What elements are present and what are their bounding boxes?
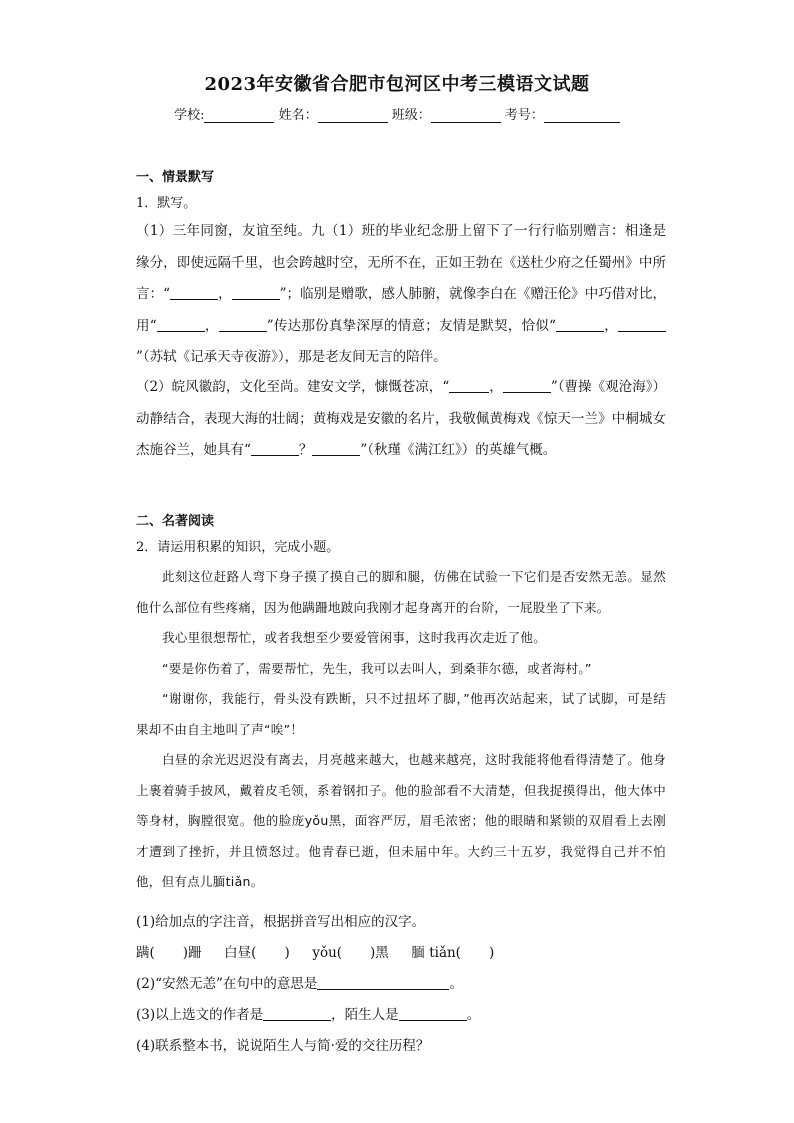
q1p1-text-a: （1）三年同窗，友谊至纯。九（1）班的毕业纪念册上留下了一行行临别赠言：相逢是缘分，即使远隔千里，也会跨越时空，无所不在，正如王勃在《送杜少府之任蜀州》中所言：“	[136, 223, 666, 302]
excerpt-paragraph: 此刻这位赶路人弯下身子摸了摸自己的脚和腿，仿佛在试验一下它们是否安然无恙。显然他什么部位有些疼痛，因为他蹒跚地跛向我刚才起身离开的台阶，一屁股坐了下来。	[136, 569, 666, 615]
answer-blank[interactable]	[219, 316, 267, 332]
answer-blank[interactable]	[618, 316, 666, 332]
sub-question-3-text: ，陌生人是	[331, 1007, 399, 1023]
q1p1-text-c: ”传达那份真挚深厚的情意；友情是默契，恰似“	[266, 317, 556, 334]
sub-question-2-text: (2)“安然无恙”在句中的意思是	[136, 976, 318, 992]
school-label: 学校:	[174, 108, 205, 123]
answer-blank[interactable]	[170, 284, 218, 300]
section-heading-dictation: 一、情景默写	[136, 170, 215, 185]
excerpt-paragraph: 我心里很想帮忙，或者我想至少要爱管闲事，这时我再次走近了他。	[162, 630, 547, 645]
comma: ，	[204, 317, 219, 334]
answer-blank[interactable]	[503, 377, 551, 393]
comma: ，	[218, 286, 232, 302]
answer-blank[interactable]	[556, 316, 604, 332]
period: 。	[466, 1007, 481, 1023]
comma: ，	[489, 379, 503, 395]
question-1-part-2	[136, 372, 666, 467]
excerpt-paragraph: “谢谢你，我能行，骨头没有跌断，只不过扭坏了脚，”他再次站起来，试了试脚，可是结果却不由自主地叫了声“唉”！	[136, 691, 666, 737]
answer-blank[interactable]	[449, 377, 489, 393]
char-item-tail: )黑	[370, 945, 389, 961]
answer-blank[interactable]	[317, 975, 449, 990]
q1p2-text-a: （2）皖风徽韵，文化至尚。建安文学，慷慨苍凉，“	[136, 379, 450, 395]
char-item-tail: )	[284, 945, 290, 961]
pinyin-item: yǒu(	[312, 945, 343, 961]
char-item: 白昼(	[224, 945, 257, 961]
q1p1-text-d: ”（苏轼《记承天寺夜游》），那是老友间无言的陪伴。	[136, 349, 447, 365]
comma: ，	[603, 317, 619, 334]
class-label: 班级：	[391, 108, 431, 123]
char-item: 蹒	[136, 945, 150, 961]
school-field[interactable]	[204, 108, 274, 123]
sub-question-3	[136, 1003, 480, 1023]
answer-blank[interactable]	[263, 1006, 331, 1021]
question-2-label: 2．请运用积累的知识，完成小题。	[136, 540, 340, 555]
name-field[interactable]	[318, 108, 388, 123]
answer-blank[interactable]	[251, 440, 299, 456]
question-1-part-1	[136, 216, 666, 374]
exam-number-field[interactable]	[544, 108, 620, 123]
excerpt-paragraph: 白昼的余光迟迟没有离去，月亮越来越大，也越来越亮，这时我能将他看得清楚了。他身上裹着骑手披风，戴着皮毛领，系着钢扣子。他的脸部看不大清楚，但我捉摸得出，他大体中等身材，胸膛很宽。他的脸庞yǒu黑，面容严厉，眉毛浓密；他的眼睛和紧锁的双眉看上去刚才遭到了挫折，并且愤怒过。他青春已逝，但未届中年。大约三十五岁，我觉得自己并不怕他，但有点儿腼tiǎn。	[136, 752, 666, 889]
q1p1-text-b: ”；临别是赠歌，感人肺腑，就像李白在《赠汪伦》中巧借对比，用“	[136, 286, 666, 334]
exam-number-label: 考号：	[504, 108, 544, 123]
q1p2-text-b: ”（曹操《观沧海》）动静结合，表现大海的壮阔；黄梅戏是安徽的名片，我敬佩黄梅戏《惊天一兰》中桐城女杰施谷兰，她具有“	[136, 379, 667, 458]
sub-question-3-text: (3)以上选文的作者是	[136, 1007, 264, 1023]
answer-blank[interactable]	[157, 316, 205, 332]
sub-question-1-items: 蹒( )跚 白昼( ) yǒu( )黑 腼 tiǎn( )	[136, 945, 495, 961]
question-mark: ？	[298, 442, 313, 458]
reading-excerpt	[136, 562, 666, 898]
section-heading-classics-reading: 二、名著阅读	[136, 514, 215, 529]
class-field[interactable]	[431, 108, 501, 123]
pinyin-item: 腼 tiǎn(	[411, 945, 461, 961]
excerpt-paragraph: “要是你伤着了，需要帮忙，先生，我可以去叫人，到桑菲尔德，或者海村。”	[162, 660, 592, 676]
answer-blank[interactable]	[399, 1006, 467, 1021]
sub-question-2	[136, 972, 463, 992]
char-item-tail: )	[488, 945, 495, 961]
sub-question-4: (4)联系整本书，说说陌生人与简·爱的交往历程？	[136, 1038, 430, 1054]
answer-blank[interactable]	[232, 284, 280, 300]
page-title: 2023年安徽省合肥市包河区中考三模语文试题	[204, 74, 590, 95]
question-1-label: 1．默写。	[136, 196, 197, 211]
name-label: 姓名：	[278, 108, 318, 123]
q1p2-text-c: ”（秋瑾《满江红》）的英雄气概。	[360, 442, 557, 458]
sub-question-1: (1)给加点的字注音，根据拼音写出相应的汉字。	[136, 914, 426, 930]
period: 。	[449, 976, 463, 992]
char-item-tail: )跚	[182, 945, 202, 961]
answer-blank[interactable]	[312, 440, 360, 456]
student-info-fields	[0, 104, 794, 123]
